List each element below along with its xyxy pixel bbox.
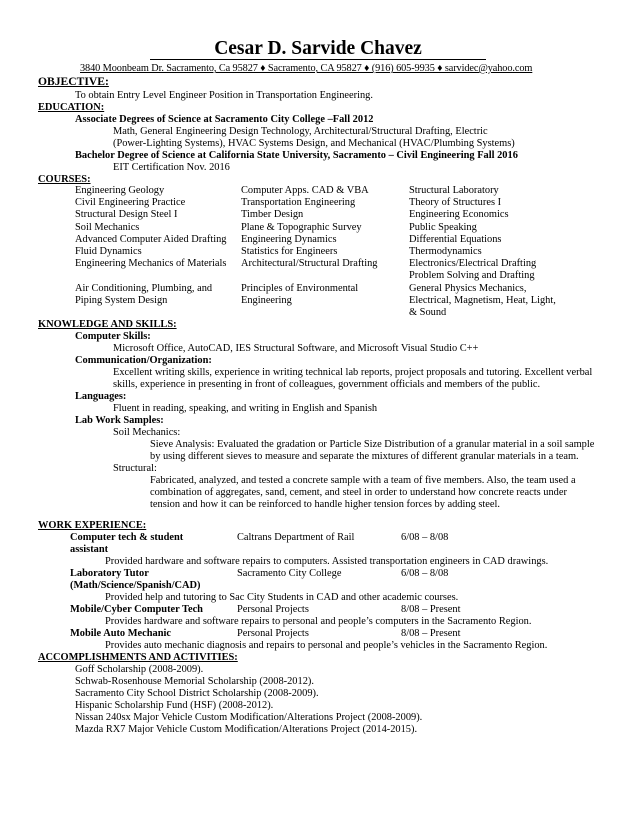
course-item: Soil Mechanics [75, 221, 140, 233]
degree-associate-detail-1: Math, General Engineering Design Technology, Architectural/Structural Drafting, Electric [113, 126, 488, 137]
job-title: Mobile Auto Mechanic [70, 628, 172, 639]
job-title: Laboratory Tutor [70, 568, 149, 579]
job-description: Provides hardware and software repairs to personal and people’s computers in the Sacramento Region. [105, 616, 532, 627]
objective-heading: OBJECTIVE: [38, 75, 109, 88]
computer-skills-text: Microsoft Office, AutoCAD, IES Structural Software, and Microsoft Visual Studio C++ [113, 343, 479, 354]
course-item: Problem Solving and Drafting [409, 270, 535, 282]
course-item: Engineering Mechanics of Materials [75, 258, 227, 270]
courses-heading: COURSES: [38, 174, 91, 185]
job-description: Provided hardware and software repairs to computers. Assisted transportation engineers in CAD drawings. [105, 556, 549, 567]
course-item: Timber Design [241, 209, 304, 221]
lab-samples-heading: Lab Work Samples: [75, 415, 164, 426]
languages-heading: Languages: [75, 391, 127, 402]
job-title: Computer tech & student [70, 532, 184, 543]
course-item: General Physics Mechanics, [409, 282, 527, 294]
structural-text-2: combination of aggregates, sand, cement, and steel in order to understand how concrete reacts under [150, 487, 567, 498]
course-item: Electronics/Electrical Drafting [409, 258, 537, 270]
course-item: Piping System Design [75, 294, 168, 306]
communication-text-2: skills, experience in presenting in front of colleagues, government officials and members of the public. [113, 379, 541, 390]
soil-text-2: by using different sieves to measure and separate the mixtures of different granular materials in a team. [150, 451, 579, 462]
course-item [75, 270, 227, 282]
course-item: Electrical, Magnetism, Heat, Light, [409, 294, 556, 306]
course-item: Thermodynamics [409, 246, 482, 258]
course-item: & Sound [409, 307, 447, 319]
course-item: Differential Equations [409, 233, 502, 245]
courses-column-1 [75, 185, 227, 307]
job-title: Mobile/Cyber Computer Tech [70, 604, 203, 615]
courses-column-2 [241, 185, 377, 307]
languages-text: Fluent in reading, speaking, and writing in English and Spanish [113, 403, 378, 414]
course-item: Fluid Dynamics [75, 246, 142, 258]
course-item: Architectural/Structural Drafting [241, 258, 378, 270]
work-heading: WORK EXPERIENCE: [38, 520, 147, 531]
course-item: Air Conditioning, Plumbing, and [75, 282, 213, 294]
job-description: Provides auto mechanic diagnosis and repairs to personal and people’s vehicles in the Sacramento Region. [105, 640, 548, 651]
course-item: Plane & Topographic Survey [241, 221, 362, 233]
degree-associate-detail-2: (Power-Lighting Systems), HVAC Systems Design, and Mechanical (HVAC/Plumbing Systems) [113, 138, 515, 149]
job-description: Provided help and tutoring to Sac City Students in CAD and other academic courses. [105, 592, 459, 603]
accomplishment-item: Nissan 240sx Major Vehicle Custom Modification/Alterations Project (2008-2009). [75, 712, 423, 723]
soil-mechanics-heading: Soil Mechanics: [113, 427, 181, 438]
course-item: Advanced Computer Aided Drafting [75, 233, 227, 245]
accomplishments-heading: ACCOMPLISHMENTS AND ACTIVITIES: [38, 652, 238, 663]
accomplishment-item: Mazda RX7 Major Vehicle Custom Modification/Alterations Project (2014-2015). [75, 724, 418, 735]
skills-heading: KNOWLEDGE AND SKILLS: [38, 319, 177, 330]
job-organization: Personal Projects [237, 604, 309, 615]
course-item: Structural Design Steel I [75, 209, 178, 221]
course-item: Engineering Dynamics [241, 233, 337, 245]
course-item: Engineering Geology [75, 185, 165, 196]
course-item [241, 270, 377, 282]
structural-text-3: tension and how it can be reinforced to handle higher tension forces by adding steel. [150, 499, 500, 510]
job-dates: 8/08 – Present [401, 628, 461, 639]
job-dates: 6/08 – 8/08 [401, 568, 449, 579]
course-item: Engineering Economics [409, 209, 509, 221]
job-title-continued: (Math/Science/Spanish/CAD) [70, 580, 201, 591]
contact-line: 3840 Moonbeam Dr. Sacramento, Ca 95827 ♦ Sacramento, CA 95827 ♦ (916) 605-9935 ♦ sarvidec@yahoo.com [80, 63, 533, 74]
degree-bachelor: Bachelor Degree of Science at California State University, Sacramento – Civil Engineering Fall 2016 [75, 150, 518, 161]
course-item: Computer Apps. CAD & VBA [241, 185, 369, 196]
structural-heading: Structural: [113, 463, 157, 474]
candidate-name: Cesar D. Sarvide Chavez [150, 38, 486, 60]
degree-bachelor-detail: EIT Certification Nov. 2016 [113, 162, 230, 173]
course-item: Civil Engineering Practice [75, 197, 186, 209]
course-item: Engineering [241, 294, 292, 306]
course-item: Theory of Structures I [409, 197, 502, 209]
accomplishment-item: Hispanic Scholarship Fund (HSF) (2008-2012). [75, 700, 274, 711]
job-organization: Caltrans Department of Rail [237, 532, 355, 543]
accomplishment-item: Schwab-Rosenhouse Memorial Scholarship (2008-2012). [75, 676, 314, 687]
computer-skills-heading: Computer Skills: [75, 331, 151, 342]
structural-text-1: Fabricated, analyzed, and tested a concrete sample with a team of five members. Also, the team used a [150, 475, 576, 486]
degree-associate: Associate Degrees of Science at Sacramento City College –Fall 2012 [75, 114, 374, 125]
course-item: Statistics for Engineers [241, 246, 338, 258]
soil-text-1: Sieve Analysis: Evaluated the gradation or Particle Size Distribution of a granular material in a soil sample [150, 439, 595, 450]
job-organization: Personal Projects [237, 628, 309, 639]
course-item: Structural Laboratory [409, 185, 499, 196]
accomplishment-item: Sacramento City School District Scholarship (2008-2009). [75, 688, 319, 699]
communication-heading: Communication/Organization: [75, 355, 212, 366]
job-dates: 8/08 – Present [401, 604, 461, 615]
accomplishment-item: Goff Scholarship (2008-2009). [75, 664, 204, 675]
communication-text-1: Excellent writing skills, experience in writing technical lab reports, project proposals and tutoring. Excellent verbal [113, 367, 593, 378]
course-item: Public Speaking [409, 221, 477, 233]
course-item: Principles of Environmental [241, 282, 359, 294]
courses-column-3 [409, 185, 556, 319]
objective-text: To obtain Entry Level Engineer Position in Transportation Engineering. [75, 90, 373, 101]
job-title-continued: assistant [70, 544, 109, 555]
job-organization: Sacramento City College [237, 568, 342, 579]
job-dates: 6/08 – 8/08 [401, 532, 449, 543]
course-item: Transportation Engineering [241, 197, 356, 209]
education-heading: EDUCATION: [38, 102, 105, 113]
